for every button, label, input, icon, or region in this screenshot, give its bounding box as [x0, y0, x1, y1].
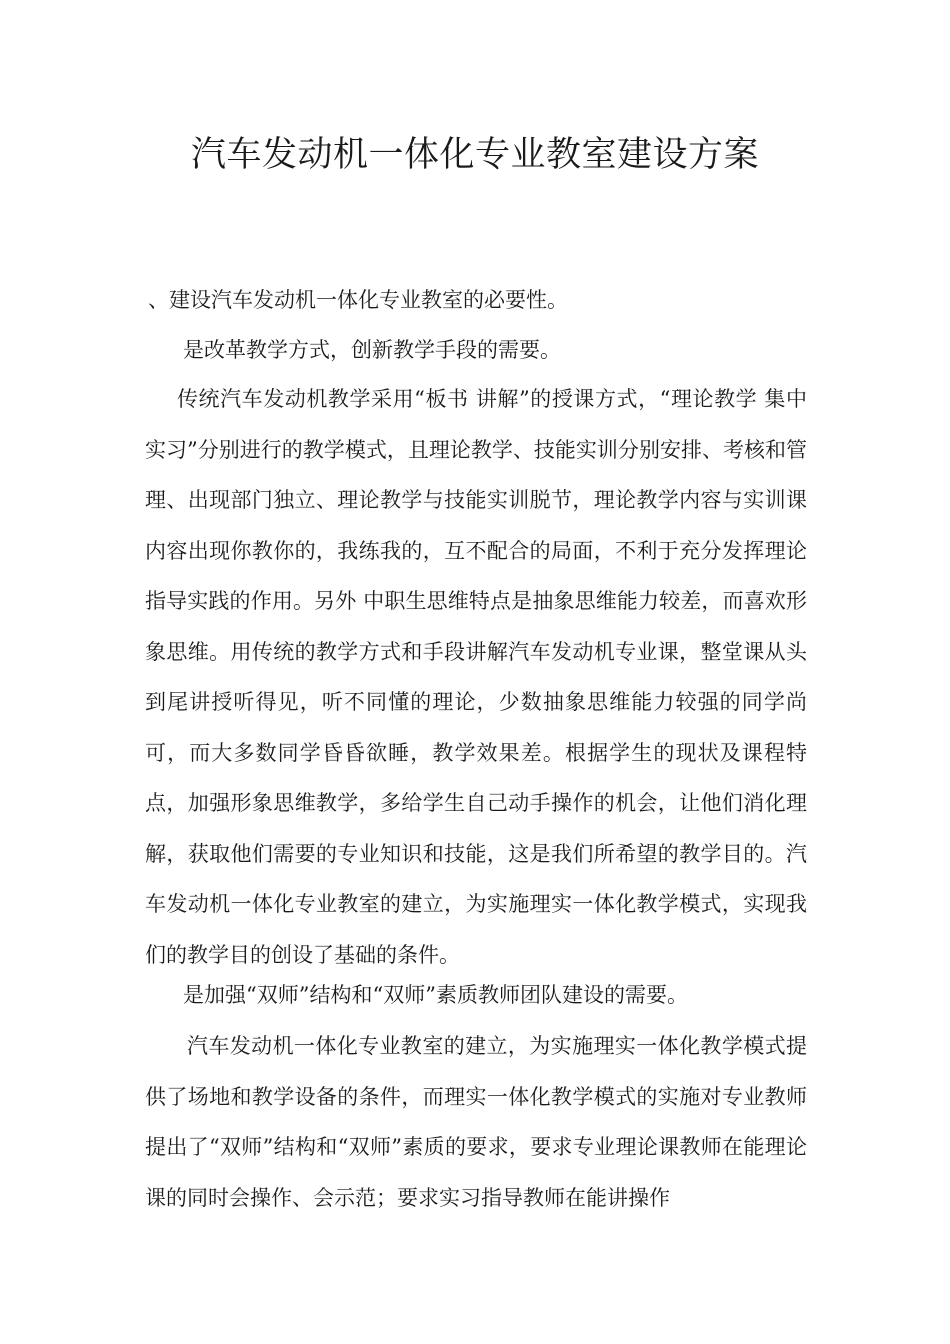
paragraph-1: 传统汽车发动机教学采用“板书 讲解”的授课方式，“理论教学 集中实习”分别进行的教学模式，且理论教学、技能实训分别安排、考核和管理、出现部门独立、理论教学与技能实训脱节，理论教学内容与实训课内容出现你教你的，我练我的，互不配合的局面，不利于充分发挥理论指导实践的作用。另外 中职生思维特点是抽象思维能力较差，而喜欢形象思维。用传统的教学方式和手段讲解汽车发动机专业课，整堂课从头到尾讲授听得见，听不同懂的理论，少数抽象思维能力较强的同学尚可，而大多数同学昏昏欲睡，教学效果差。根据学生的现状及课程特点，加强形象思维教学，多给学生自己动手操作的机会，让他们消化理解，获取他们需要的专业知识和技能，这是我们所希望的教学目的。汽车发动机一体化专业教室的建立，为实施理实一体化教学模式，实现我们的教学目的创设了基础的条件。: [145, 387, 807, 967]
subsection-heading-1: 是改革教学方式，创新教学手段的需要。: [183, 338, 561, 362]
section-heading: 、建设汽车发动机一体化专业教室的必要性。: [148, 288, 568, 312]
document-title: 汽车发动机一体化专业教室建设方案: [190, 135, 759, 175]
paragraph-2: 汽车发动机一体化专业教室的建立，为实施理实一体化教学模式提供了场地和教学设备的条件，而理实一体化教学模式的实施对专业教师提出了“双师”结构和“双师”素质的要求，要求专业理论课教师在能理论课的同时会操作、会示范；要求实习指导教师在能讲操作: [145, 1034, 807, 1210]
subsection-heading-2: 是加强“双师”结构和“双师”素质教师团队建设的需要。: [183, 983, 688, 1007]
